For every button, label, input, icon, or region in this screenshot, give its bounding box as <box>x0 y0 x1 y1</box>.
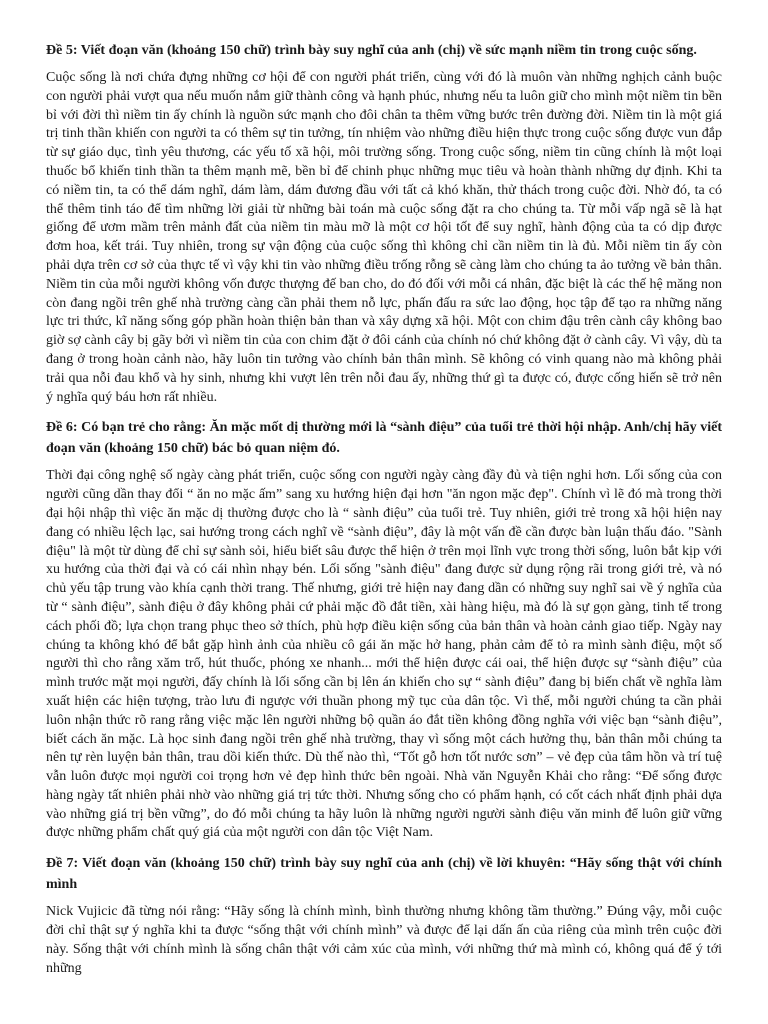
section-de-6 <box>46 417 722 843</box>
section-paragraph: Cuộc sống là nơi chứa đựng những cơ hội để con người phát triển, cùng với đó là muôn vàn những nghịch cảnh buộc con người phải vượt qua nếu muốn nắm giữ thành công và hạnh phúc, nhưng nếu ta luôn giữ cho mình một niềm tin bền bỉ với đời thì niềm tin ấy chính là nguồn sức mạnh cho đôi chân ta thêm vững bước trên đường đời. Niềm tin là một giá trị tinh thần khiến con người ta có thêm sự tin tưởng, tín nhiệm vào những điều hiện thực trong cuộc sống được vun đắp từ sự giáo dục, tình yêu thương, các yếu tố xã hội, môi trường sống. Trong cuộc sống, niềm tin cũng chính là một loại thuốc bổ khiến tinh thần ta thêm mạnh mẽ, bền bỉ để chinh phục những mục tiêu và hoàn thành những dự định. Khi ta có niềm tin, ta có thể dám nghĩ, dám làm, dám đương đầu với tất cả khó khăn, thử thách trong cuộc đời. Nhờ đó, ta có thể thêm tinh táo để tìm những lời giải từ những bài toán mà cuộc sống đặt ra cho chúng ta. Từ mỗi vấp ngã sẽ là hạt giống để ươm mầm trên mảnh đất của niềm tin màu mỡ là một cơ hội tốt để suy nghĩ, hành động của ta có dịp được đơm hoa, kết trái. Tuy nhiên, trong sự vận động của cuộc sống thì không chỉ cần niềm tin là đủ. Mỗi niềm tin ấy còn phải dựa trên cơ sở của thực tế vì vậy khi tin vào những điều trống rỗng sẽ càng làm cho chúng ta ảo tưởng về bản thân. Niềm tin của mỗi người không vốn được thượng đế ban cho, do đó đối với mỗi cá nhân, đặc biệt là các thế hệ măng non còn đang ngồi trên ghế nhà trường càng cần phải them nỗ lực, phấn đấu ra sức lao động, học tập để tạo ra những năng lực tri thức, kĩ năng sống góp phần hoàn thiện bản than và xây dựng xã hội. Một con chim đậu trên cành cây không bao giờ sợ cành cây bị gãy bởi vì niềm tin của con chim đặt ở đôi cánh của chính nó chứ không đặt ở cành cây. Vì vậy, dù ta đang ở trong hoàn cảnh nào, hãy luôn tin tưởng vào chính bản thân mình. Sẽ không có vinh quang nào mà không phải trải qua nỗi đau khổ và hy sinh, nhưng khi vượt lên trên nỗi đau ấy, những thứ gì ta được có, được cống hiến sẽ trở nên ý nghĩa quý báu hơn rất nhiều. <box>46 70 722 405</box>
section-title: Đề 7: Viết đoạn văn (khoảng 150 chữ) trình bày suy nghĩ của anh (chị) về lời khuyên: “Hãy sống thật với chính mình <box>46 856 722 893</box>
section-de-7 <box>46 853 722 978</box>
section-paragraph: Thời đại công nghệ số ngày càng phát triển, cuộc sống con người ngày càng đầy đủ và tiện nghi hơn. Lối sống của con người cũng dần thay đổi “ ăn no mặc ấm” sang xu hướng hiện đại hơn "ăn ngon mặc đẹp". Chính vì lẽ đó mà trong thời đại hội nhập thì việc ăn mặc dị thường được cho là “ sành điệu” của tuổi trẻ. Tuy nhiên, giới trẻ trong xã hội hiện nay đang có nhiều lệch lạc, sai hướng trong cách nghĩ về “sành điệu”, đây là một vấn đề cần được bàn luận thấu đáo. "Sành điệu" là một từ dùng để chỉ sự sành sỏi, hiểu biết sâu được thể hiện ở trên mọi lĩnh vực trong thời sống, luôn bắt kịp với xu hướng của thời đại và có cái nhìn nhạy bén. Lối sống "sành điệu" đang được sử dụng rộng rãi trong giới trẻ, và nó chủ yếu tập trung vào khía cạnh thời trang. Thế nhưng, giới trẻ hiện nay đang dần có những suy nghĩ sai về ý nghĩa của từ “ sành điệu”, sành điệu ở đây không phải cứ phải mặc đồ đắt tiền, xài hàng hiệu, mà đó là sự gọn gàng, tinh tế trong cách phối đồ; lựa chọn trang phục theo sở thích, phù hợp điều kiện sống của bản thân và hoàn cảnh giao tiếp. Ngày nay chúng ta không khó để bắt gặp hình ảnh của nhiều cô gái ăn mặc hở hang, phản cảm để tỏ ra mình sành điệu, một số người thì cho rằng xăm trổ, hút thuốc, phóng xe nhanh... mới thể hiện được cái oai, thể hiện được sự “sành điệu” của mình trước mặt mọi người, đấy chính là lối sống cần bị lên án khiến cho sự “ sành điệu” đang bị biến chất về nghĩa làm xuất hiện các hiện tượng, trào lưu đi ngược với thuần phong mỹ tục của dân tộc. Vì thế, mỗi người chúng ta cần phải luôn nhận thức rõ rang rằng việc mặc lên người những bộ quần áo đắt tiền không đồng nghĩa với việc bạn “sành điệu”, biết cách ăn mặc. Là học sinh đang ngồi trên ghế nhà trường, thay vì sống một cách hưởng thụ, bản thân mỗi chúng ta nên tự rèn luyện bản thân, trau dồi kiến thức. Dù thế nào thì, “Tốt gỗ hơn tốt nước sơn” – vẻ đẹp của tâm hồn và trí tuệ vẫn luôn được mọi người coi trọng hơn vẻ đẹp hình thức bên ngoài. Nhà văn Nguyễn Khải cho rằng: “Để sống được hàng ngày tất nhiên phải nhờ vào những giá trị tức thời. Nhưng sống cho có phẩm hạnh, có cốt cách nhất định phải dựa vào những giá trị bền vững”, do đó mỗi chúng ta hãy luôn là những người người sành điệu văn minh để luôn giữ vững được những phẩm chất quý giá của một người con dân tộc Việt Nam. <box>46 468 722 841</box>
section-title: Đề 5: Viết đoạn văn (khoảng 150 chữ) trình bày suy nghĩ của anh (chị) về sức mạnh niềm tin trong cuộc sống. <box>46 43 697 58</box>
section-de-5 <box>46 40 722 407</box>
section-paragraph: Nick Vujicic đã từng nói rằng: “Hãy sống là chính mình, bình thường nhưng không tầm thường.” Đúng vậy, mỗi cuộc đời chỉ thật sự ý nghĩa khi ta được “sống thật với chính mình” và được để lại dấn ấn của riêng của mình trên cuộc đời này. Sống thật với chính mình là sống chân thật với cảm xúc của mình, với những thứ mà mình có, không quá để ý tới những <box>46 904 722 976</box>
section-title: Đề 6: Có bạn trẻ cho rằng: Ăn mặc mốt dị thường mới là “sành điệu” của tuổi trẻ thời hội nhập. Anh/chị hãy viết đoạn văn (khoảng 150 chữ) bác bỏ quan niệm đó. <box>46 420 722 457</box>
document-page <box>46 40 722 988</box>
